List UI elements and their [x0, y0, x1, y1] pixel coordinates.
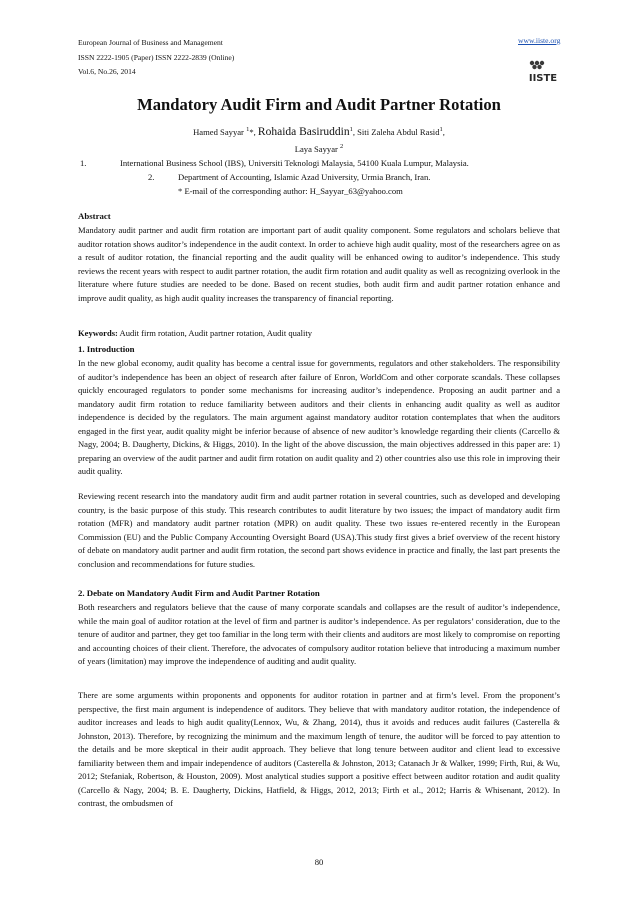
corresponding-email: * E-mail of the corresponding author: H_Sayyar_63@yahoo.com	[178, 186, 403, 196]
author-1-mark: *,	[249, 127, 258, 137]
author-2: Rohaida Basiruddin	[257, 126, 350, 138]
author-1: Hamed Sayyar	[193, 127, 247, 137]
journal-name: European Journal of Business and Management	[78, 38, 223, 47]
author-line-2	[78, 143, 560, 154]
section-1-paragraph-2: Reviewing recent research into the mandatory audit firm and audit partner rotation in several countries, such as developed and developing country, is the basic purpose of this study. This research contributes to audit literature by two issues; the impact of mandatory audit firm rotation (MFR) and mandatory audit partner rotation (MPR) on audit quality. These two issues re-entered recently in the European Commission (EU) and the Public Company Accounting Oversight Board (USA).This study first gives a brief overview of the recent history of debate on mandatory audit partner and audit firm rotation, the second part shows evidence in practice and finally, the last part presents the conclusion and recommendations for future studies.	[78, 491, 560, 569]
journal-header	[78, 36, 234, 80]
affiliation-2-number: 2.	[148, 172, 155, 182]
affiliation-1	[80, 158, 469, 168]
author-3: , Siti Zaleha Abdul Rasid	[352, 127, 440, 137]
section-2-paragraph-1: Both researchers and regulators believe that the cause of many corporate scandals and collapses are the result of auditor’s independence, while the main goal of auditor rotation at the level of firm and partner is auditor’s independence. As per regulators’ consideration, due to the tenure of auditor and partner, they get too familiar in the long term with their clients and auditors are most likely to compromise on reporting and accounting choices of their client. Therefore, the advocates of compulsory auditor rotation believe that introducing a maximum number of years (limitation) may improve the independence of auditing and audit quality.	[78, 602, 560, 666]
affiliation-2-text: Department of Accounting, Islamic Azad University, Urmia Branch, Iran.	[178, 172, 431, 182]
affiliation-2	[148, 172, 430, 182]
keywords	[78, 328, 312, 338]
author-3-end: ,	[442, 127, 445, 137]
journal-url-link[interactable]: www.iiste.org	[518, 36, 561, 45]
author-4-affil: 2	[340, 143, 344, 150]
affiliation-1-number: 1.	[80, 158, 87, 168]
author-1-affil: 1	[246, 126, 250, 134]
paper-title: Mandatory Audit Firm and Audit Partner Rotation	[137, 95, 501, 114]
journal-issn: ISSN 2222-1905 (Paper) ISSN 2222-2839 (Online)	[78, 52, 235, 62]
iiste-logo-text: IISTE	[528, 73, 558, 84]
abstract-heading: Abstract	[78, 211, 111, 221]
section-1-heading: 1. Introduction	[78, 344, 135, 354]
abstract-text: Mandatory audit partner and audit firm rotation are important part of audit quality component. Some regulators and scholars believe that auditor rotation shows auditor’s independence in the audit context. In order to achieve high audit quality, most of the researchers agree on as a result of auditor rotation, the financial reporting and the audit quality will be enhanced owing to auditor’s independence. This study reviews the recent years with respect to audit partner rotation, the audit firm rotation and audit quality as well as recognizing overlook in the literature where future studies are needed to be done. Based on recent studies, both audit firm and audit partner rotation enhance and improve audit quality, as high audit quality increases the transparency of financial reporting.	[78, 225, 560, 303]
journal-volume: Vol.6, No.26, 2014	[78, 67, 136, 76]
keywords-text: Audit firm rotation, Audit partner rotation, Audit quality	[117, 328, 313, 338]
section-2-paragraph-2: There are some arguments within proponents and opponents for auditor rotation in partner and at firm’s level. From the proponent’s perspective, the first main argument is independence of auditors. They believe that with mandatory auditor rotation, the independence of auditor increases and leads to high audit quality(Lennox, Wu, & Zhang, 2014), thus it avoids and reduces audit failures (Casterella & Johnston, 2013). Therefore, by recognizing the minimum and the maximum length of tenure, the auditor will be forced to pay attention to the details and be more skeptical in their audit approach. They believe that long tenure between auditor and client lead to excessive familiarity between them and impair independence of auditors (Casterella & Johnston, 2013; Catanach Jr & Walker, 1999; Firth, Rui, & Wu, 2012; Stefaniak, Robertson, & Houston, 2009). Most analytical studies support a positive effect between auditor rotation and audit quality (Carcello & Nagy, 2004; B. E. Daugherty, Dickins, Hatfield, & Higgs, 2012, 2013; Firth et al., 2012; Harris & Whisenant, 2012). In contrast, the ombudsmen of	[78, 690, 560, 808]
page-number: 80	[314, 857, 324, 867]
author-4: Laya Sayyar	[294, 143, 341, 154]
section-2-heading: 2. Debate on Mandatory Audit Firm and Audit Partner Rotation	[78, 588, 320, 598]
author-line	[78, 126, 560, 138]
keywords-label: Keywords:	[78, 328, 118, 338]
section-1-paragraph-1: In the new global economy, audit quality has become a central issue for governments, regulators and other stakeholders. The responsibility of auditor’s independence has been an object of research after failure of Enron, WorldCom and other corporate scandals. These collapses quickly encouraged regulators to ponder some mechanisms for increasing auditor’s independence. Proposing an audit partner and a mandatory audit firm rotation to reduce familiarity between auditors and their clients in enhancing audit quality as well as auditor independence is decided by the regulators. The main argument against mandatory auditor rotation contemplates that when the auditors engaged in the first year, audit quality might be inferior because of absence of new auditor’s knowledge regarding their clients (Carcello & Nagy, 2004; B. Daugherty, Dickins, & Higgs, 2010). In the light of the above discussion, the main objectives addressed in this paper are: 1) preparing an overview of the audit partner and audit firm rotation on audit quality and 2) other countries also use this role in improving their audit quality.	[78, 358, 560, 476]
affiliation-1-text: International Business School (IBS), Universiti Teknologi Malaysia, 54100 Kuala Lumpur, Malaysia.	[120, 158, 469, 168]
author-3-affil: 1	[439, 126, 443, 134]
author-2-affil: 1	[349, 126, 353, 134]
iiste-logo	[526, 58, 560, 84]
